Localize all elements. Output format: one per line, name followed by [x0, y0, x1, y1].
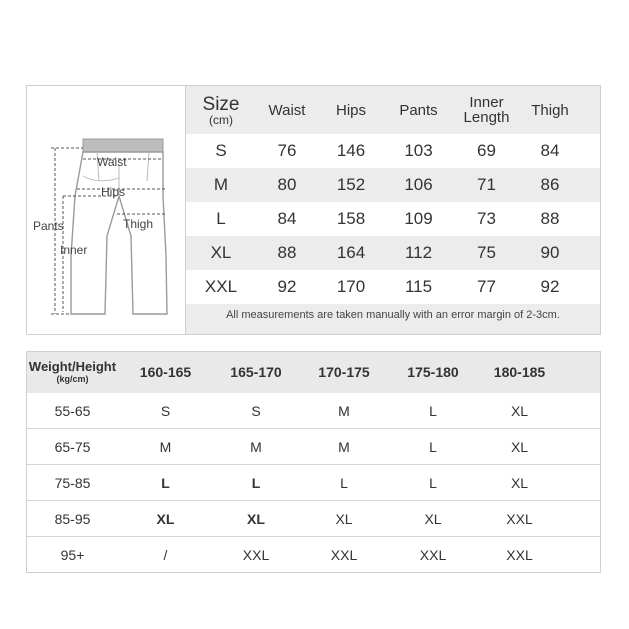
thigh-cell: 92: [540, 277, 560, 296]
weight-height-header: [26, 360, 119, 384]
size-cell: L: [216, 209, 226, 228]
size-header: [186, 95, 256, 126]
measurement-note: All measurements are taken manually with an error margin of 2-3cm.: [226, 309, 560, 321]
recommended-size-cell: XXL: [506, 547, 533, 563]
waist-cell: 80: [277, 175, 297, 194]
pants-header: Pants: [399, 101, 438, 119]
recommended-size-cell: XL: [510, 438, 529, 455]
weight-row: [26, 465, 601, 501]
size-row: [186, 168, 600, 202]
thigh-header: Thigh: [531, 101, 569, 119]
size-cell: S: [215, 141, 227, 160]
size-row: [186, 270, 600, 304]
size-measurements: [186, 86, 600, 334]
diagram-hips-label: Hips: [101, 185, 126, 199]
diagram-pants-label: Pants: [33, 219, 64, 233]
hips-cell: 158: [336, 209, 366, 228]
recommended-size-cell: XL: [510, 474, 529, 491]
size-cell: XL: [210, 243, 232, 262]
diagram-inner-label: Inner: [60, 243, 88, 257]
thigh-cell: 88: [540, 209, 560, 228]
weight-cell: 75-85: [54, 474, 91, 491]
inner-length-header-line2: Length: [463, 109, 510, 126]
thigh-cell: 90: [540, 243, 560, 262]
waist-cell: 92: [277, 277, 297, 296]
recommended-size-cell: XL: [247, 510, 265, 527]
recommended-size-cell: M: [250, 438, 262, 455]
recommended-size-cell: XL: [510, 402, 529, 419]
recommended-size-cell: XL: [335, 510, 353, 527]
inner-length-cell: 71: [477, 175, 496, 194]
recommended-size-cell: XL: [156, 510, 175, 527]
weight-cell: 95+: [60, 547, 85, 563]
weight-cell: 65-75: [54, 438, 91, 455]
recommended-size-cell: L: [429, 438, 437, 455]
recommended-size-cell: S: [251, 402, 261, 419]
hips-header: Hips: [335, 101, 366, 119]
height-header: 160-165: [139, 364, 192, 380]
inner-length-cell: 73: [477, 209, 496, 228]
diagram-thigh-label: Thigh: [123, 217, 154, 231]
pants-outline-icon: [27, 86, 185, 334]
waist-cell: 76: [277, 141, 297, 160]
weight-row: [26, 393, 601, 429]
recommended-size-cell: /: [163, 547, 168, 563]
hips-cell: 164: [336, 243, 366, 262]
size-header-main: Size: [202, 93, 240, 115]
size-cell: XXL: [204, 277, 238, 296]
weight-height-header-unit: (kg/cm): [56, 374, 89, 384]
pants-measurement-diagram: [27, 86, 186, 334]
weight-height-header-row: [26, 351, 601, 393]
size-row: [186, 202, 600, 236]
height-header: 170-175: [318, 364, 370, 380]
diagram-waist-label: Waist: [97, 155, 127, 169]
recommended-size-cell: M: [338, 438, 350, 455]
size-chart-table: [26, 85, 601, 335]
recommended-size-cell: XXL: [330, 547, 358, 563]
weight-row: [26, 429, 601, 465]
weight-height-header-main: Weight/Height: [28, 359, 117, 374]
size-row: [186, 236, 600, 270]
recommended-size-cell: M: [338, 402, 350, 419]
inner-length-cell: 75: [477, 243, 496, 262]
height-header: 165-170: [230, 364, 282, 380]
thigh-cell: 86: [540, 175, 560, 194]
recommended-size-cell: L: [340, 474, 348, 491]
recommended-size-cell: XXL: [419, 547, 447, 563]
weight-height-table: [26, 351, 601, 573]
hips-cell: 152: [336, 175, 366, 194]
recommended-size-cell: L: [429, 474, 437, 491]
inner-length-header-line1: Inner: [469, 94, 504, 111]
size-header-row: [186, 86, 600, 134]
weight-cell: 85-95: [54, 510, 91, 527]
thigh-cell: 84: [540, 141, 560, 160]
waist-cell: 88: [277, 243, 297, 262]
waist-header: Waist: [268, 101, 306, 119]
hips-cell: 170: [336, 277, 366, 296]
pants-cell: 115: [404, 277, 433, 296]
size-cell: M: [213, 175, 229, 194]
weight-cell: 55-65: [54, 402, 91, 419]
recommended-size-cell: XXL: [242, 547, 270, 563]
pants-cell: 103: [404, 141, 433, 160]
recommended-size-cell: XL: [424, 510, 442, 527]
height-header: 180-185: [493, 364, 546, 380]
inner-length-cell: 77: [477, 277, 496, 296]
recommended-size-cell: XXL: [506, 510, 533, 527]
height-header: 175-180: [407, 364, 459, 380]
recommended-size-cell: L: [429, 402, 437, 419]
pants-cell: 109: [404, 209, 433, 228]
size-row: [186, 134, 600, 168]
weight-row: [26, 501, 601, 537]
inner-length-cell: 69: [477, 141, 496, 160]
pants-cell: 112: [404, 243, 433, 262]
waist-cell: 84: [277, 209, 297, 228]
recommended-size-cell: S: [160, 402, 171, 419]
inner-length-header: [453, 95, 520, 125]
recommended-size-cell: L: [251, 474, 261, 491]
hips-cell: 146: [336, 141, 366, 160]
size-header-unit: (cm): [209, 112, 233, 127]
weight-row: [26, 537, 601, 573]
pants-cell: 106: [404, 175, 433, 194]
recommended-size-cell: L: [161, 474, 170, 491]
recommended-size-cell: M: [159, 438, 172, 455]
